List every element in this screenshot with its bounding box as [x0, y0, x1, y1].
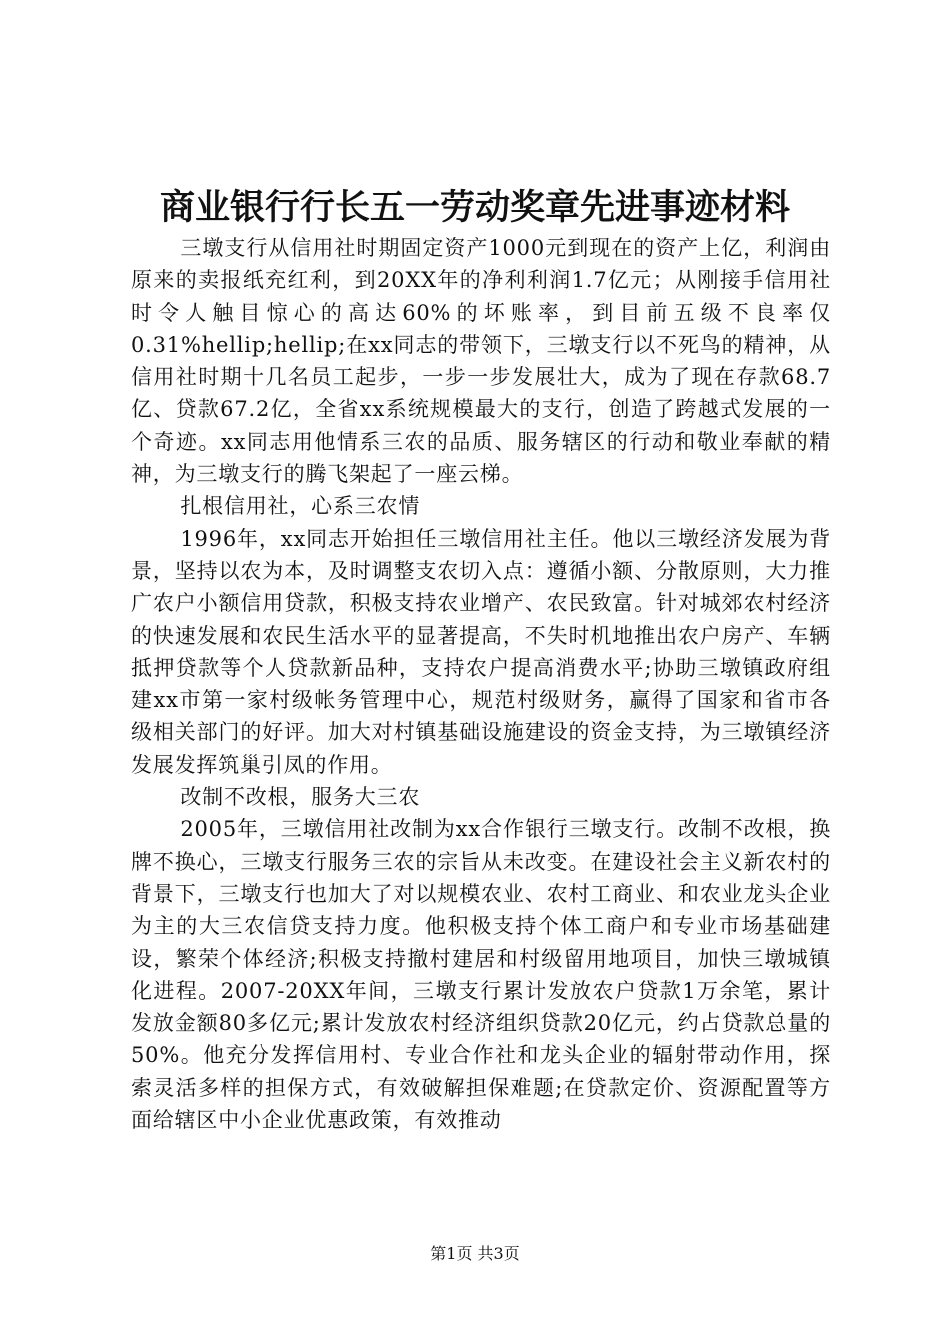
- document-title: 商业银行行长五一劳动奖章先进事迹材料: [159, 187, 790, 228]
- section-heading-1: 扎根信用社，心系三农情: [180, 494, 421, 519]
- document-body: [131, 232, 831, 1136]
- paragraph-intro: 三墩支行从信用社时期固定资产1000元到现在的资产上亿，利润由原来的卖报纸充红利，到20XX年的净利利润1.7亿元；从刚接手信用社时令人触目惊心的高达60%的坏账率，到目前五级不良率仅0.31%hellip;hellip;在xx同志的带领下，三墩支行以不死鸟的精神，从信用社时期十几名员工起步，一步一步发展壮大，成为了现在存款68.7亿、贷款67.2亿，全省xx系统规模最大的支行，创造了跨越式发展的一个奇迹。xx同志用他情系三农的品质、服务辖区的行动和敬业奉献的精神，为三墩支行的腾飞架起了一座云梯。: [131, 236, 831, 487]
- paragraph-section-2: 2005年，三墩信用社改制为xx合作银行三墩支行。改制不改根，换牌不换心，三墩支行服务三农的宗旨从未改变。在建设社会主义新农村的背景下，三墩支行也加大了对以规模农业、农村工商业、和农业龙头企业为主的大三农信贷支持力度。他积极支持个体工商户和专业市场基础建设，繁荣个体经济;积极支持撤村建居和村级留用地项目，加快三墩城镇化进程。2007-20XX年间，三墩支行累计发放农户贷款1万余笔，累计发放金额80多亿元;累计发放农村经济组织贷款20亿元，约占贷款总量的50%。他充分发挥信用村、专业合作社和龙头企业的辐射带动作用，探索灵活多样的担保方式，有效破解担保难题;在贷款定价、资源配置等方面给辖区中小企业优惠政策，有效推动: [131, 817, 831, 1133]
- paragraph-section-1: 1996年，xx同志开始担任三墩信用社主任。他以三墩经济发展为背景，坚持以农为本，及时调整支农切入点：遵循小额、分散原则，大力推广农户小额信用贷款，积极支持农业增产、农民致富。针对城郊农村经济的快速发展和农民生活水平的显著提高，不失时机地推出农户房产、车辆抵押贷款等个人贷款新品种，支持农户提高消费水平;协助三墩镇政府组建xx市第一家村级帐务管理中心，规范村级财务，赢得了国家和省市各级相关部门的好评。加大对村镇基础设施建设的资金支持，为三墩镇经济发展发挥筑巢引凤的作用。: [131, 526, 831, 777]
- page-footer: 第1页 共3页: [430, 1244, 520, 1263]
- section-heading-2: 改制不改根，服务大三农: [180, 785, 421, 810]
